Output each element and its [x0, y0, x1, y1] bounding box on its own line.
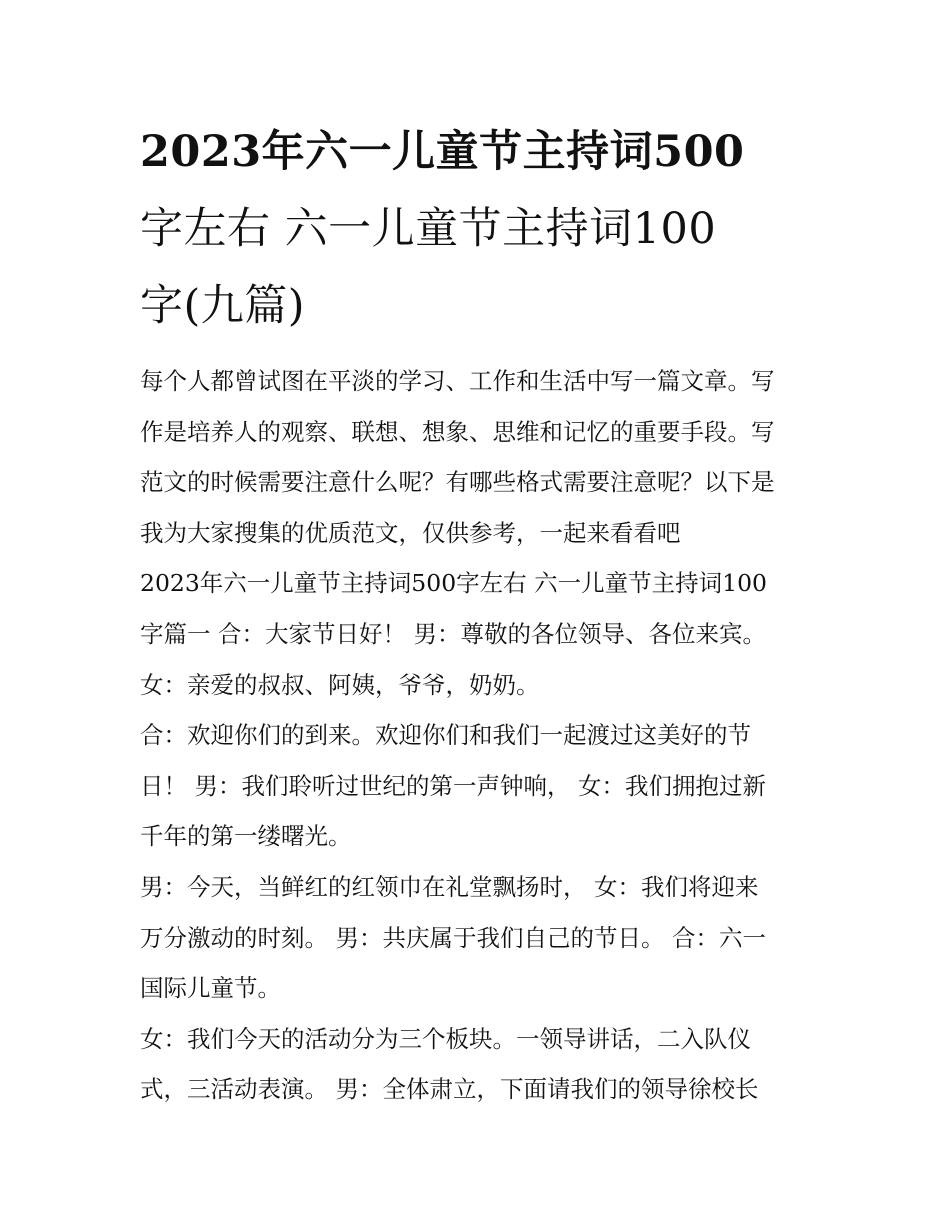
title-line-1	[140, 114, 820, 191]
body-line: 万分激动的时刻。 男：共庆属于我们自己的节日。 合：六一	[140, 923, 766, 952]
title-line-1-text: 2023年六一儿童节主持词500	[140, 127, 745, 177]
title-line-3-text: 字(九篇)	[140, 281, 306, 331]
document-body	[140, 356, 820, 1115]
document-title	[140, 114, 820, 345]
body-line: 男：今天，当鲜红的红领巾在礼堂飘扬时， 女：我们将迎来	[140, 872, 759, 901]
body-line: 女：我们今天的活动分为三个板块。一领导讲话，二入队仪	[140, 1024, 751, 1053]
body-line: 式，三活动表演。 男：全体肃立，下面请我们的领导徐校长	[140, 1075, 759, 1104]
body-line: 范文的时候需要注意什么呢？有哪些格式需要注意呢？以下是	[140, 468, 775, 497]
body-line: 作是培养人的观察、联想、想象、思维和记忆的重要手段。写	[140, 417, 775, 446]
body-line: 每个人都曾试图在平淡的学习、工作和生活中写一篇文章。写	[140, 367, 775, 395]
body-line: 我为大家搜集的优质范文，仅供参考，一起来看看吧	[140, 518, 681, 547]
body-line: 字篇一 合：大家节日好！ 男：尊敬的各位领导、各位来宾。	[140, 619, 766, 648]
body-line: 日！ 男：我们聆听过世纪的第一声钟响， 女：我们拥抱过新	[140, 771, 766, 800]
body-line: 女：亲爱的叔叔、阿姨，爷爷，奶奶。	[140, 670, 540, 699]
title-line-3	[140, 268, 820, 345]
title-line-2-text: 字左右 六一儿童节主持词100	[140, 204, 717, 254]
title-line-2	[140, 191, 820, 268]
body-line: 合：欢迎你们的到来。欢迎你们和我们一起渡过这美好的节	[140, 721, 751, 750]
body-line: 2023年六一儿童节主持词500字左右 六一儿童节主持词100	[140, 569, 767, 598]
body-line: 千年的第一缕曙光。	[140, 822, 352, 851]
body-line: 国际儿童节。	[140, 974, 281, 1003]
